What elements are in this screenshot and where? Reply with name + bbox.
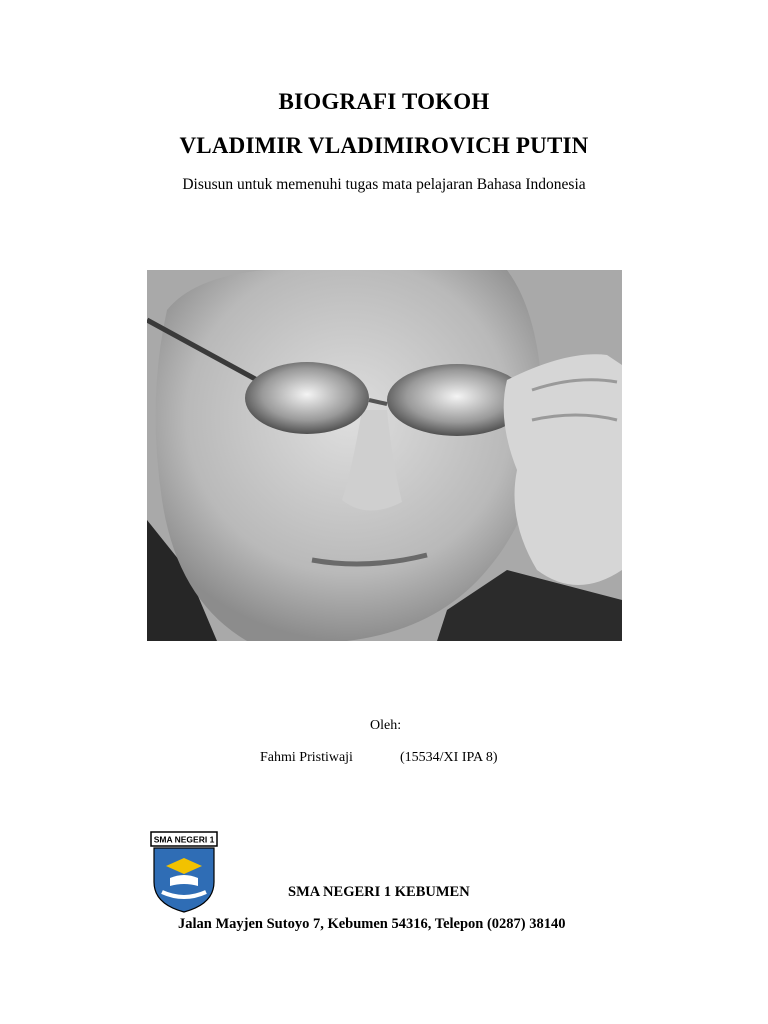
title-line-1: BIOGRAFI TOKOH	[278, 89, 490, 114]
author-id: (15534/XI IPA 8)	[400, 750, 498, 765]
portrait-photo	[147, 270, 622, 641]
school-address: Jalan Mayjen Sutoyo 7, Kebumen 54316, Telepon (0287) 38140	[178, 916, 566, 932]
byline-label: Oleh:	[370, 718, 402, 733]
school-logo-text: SMA NEGERI 1	[153, 834, 215, 845]
subtitle: Disusun untuk memenuhi tugas mata pelajaran Bahasa Indonesia	[182, 176, 586, 193]
school-name: SMA NEGERI 1 KEBUMEN	[288, 884, 470, 900]
school-logo	[148, 830, 220, 914]
title-line-2: VLADIMIR VLADIMIROVICH PUTIN	[179, 133, 589, 158]
author-name: Fahmi Pristiwaji	[260, 750, 353, 765]
